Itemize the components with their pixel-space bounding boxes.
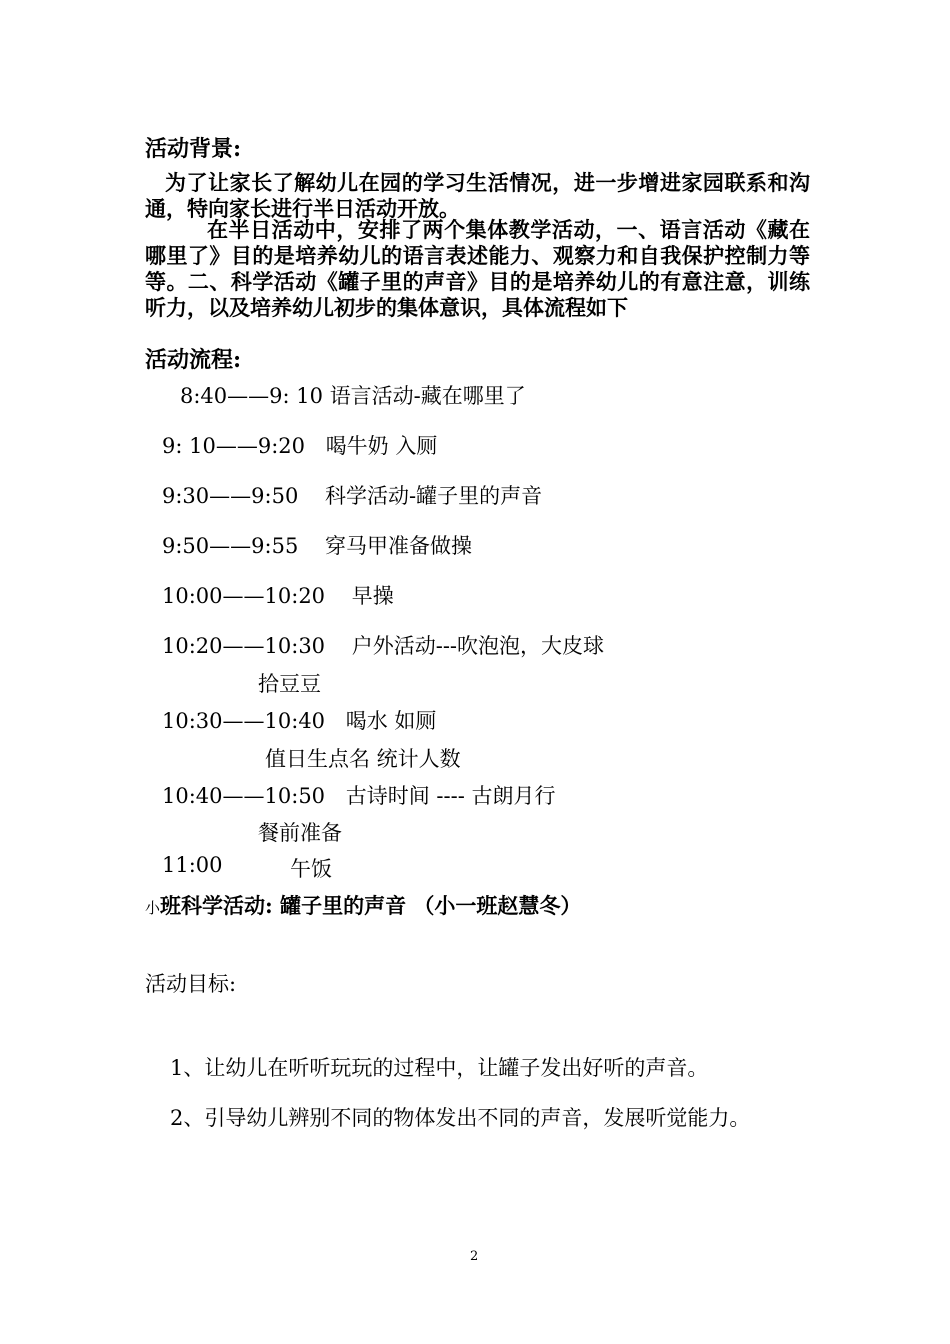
process-heading: 活动流程: xyxy=(145,347,242,373)
schedule-time: 8:40——9: 10 xyxy=(180,384,323,408)
schedule-row xyxy=(180,380,526,410)
page-number: 2 xyxy=(470,1249,479,1264)
science-title-prefix: 小 xyxy=(145,899,161,917)
schedule-time: 10:00——10:20 xyxy=(162,584,326,608)
schedule-time: 10:20——10:30 xyxy=(162,634,326,658)
half-day-paragraph: 在半日活动中，安排了两个集体教学活动，一、语言活动《藏在哪里了》目的是培养幼儿的语言表述能力、观察力和自我保护控制力等等。二、科学活动《罐子里的声音》目的是培养幼儿的有意注意，训练听力，以及培养幼儿初步的集体意识，具体流程如下 xyxy=(145,217,810,320)
schedule-row xyxy=(162,853,223,877)
schedule-row xyxy=(162,580,394,610)
schedule-activity: 午饭 xyxy=(290,857,332,881)
schedule-row xyxy=(162,430,437,460)
goal-item: 2、引导幼儿辨别不同的物体发出不同的声音，发展听觉能力。 xyxy=(170,1106,751,1130)
schedule-activity: 喝牛奶 入厕 xyxy=(325,434,438,458)
schedule-row xyxy=(162,630,604,660)
schedule-time: 9:50——9:55 xyxy=(162,534,299,558)
intro-paragraph: 为了让家长了解幼儿在园的学习生活情况，进一步增进家园联系和沟通，特向家长进行半日活动开放。 xyxy=(145,170,810,221)
schedule-row xyxy=(162,705,436,735)
schedule-activity: 早操 xyxy=(351,584,394,608)
schedule-time: 10:40——10:50 xyxy=(162,784,326,808)
schedule-row xyxy=(162,780,555,810)
schedule-activity: 古诗时间 ---- 古朗月行 xyxy=(345,784,556,808)
schedule-activity: 户外活动---吹泡泡，大皮球 xyxy=(351,634,605,658)
schedule-row xyxy=(162,530,472,560)
schedule-activity: 科学活动-罐子里的声音 xyxy=(325,484,543,508)
schedule-activity: 喝水 如厕 xyxy=(345,709,437,733)
schedule-activity: 语言活动-藏在哪里了 xyxy=(329,384,526,408)
goals-heading: 活动目标: xyxy=(145,972,237,996)
schedule-time: 10:30——10:40 xyxy=(162,709,326,733)
science-activity-title xyxy=(145,890,581,920)
schedule-time: 11:00 xyxy=(162,853,223,877)
background-heading: 活动背景: xyxy=(145,136,242,162)
schedule-continuation: 餐前准备 xyxy=(258,821,342,845)
schedule-continuation: 值日生点名 统计人数 xyxy=(265,747,461,771)
schedule-time: 9:30——9:50 xyxy=(162,484,299,508)
schedule-time: 9: 10——9:20 xyxy=(162,434,305,458)
goal-item: 1、让幼儿在听听玩玩的过程中，让罐子发出好听的声音。 xyxy=(170,1056,709,1080)
schedule-row xyxy=(162,480,542,510)
schedule-continuation: 拾豆豆 xyxy=(258,672,321,696)
science-title-text: 班科学活动: 罐子里的声音 （小一班赵慧冬） xyxy=(160,893,582,918)
schedule-activity: 穿马甲准备做操 xyxy=(325,534,473,558)
